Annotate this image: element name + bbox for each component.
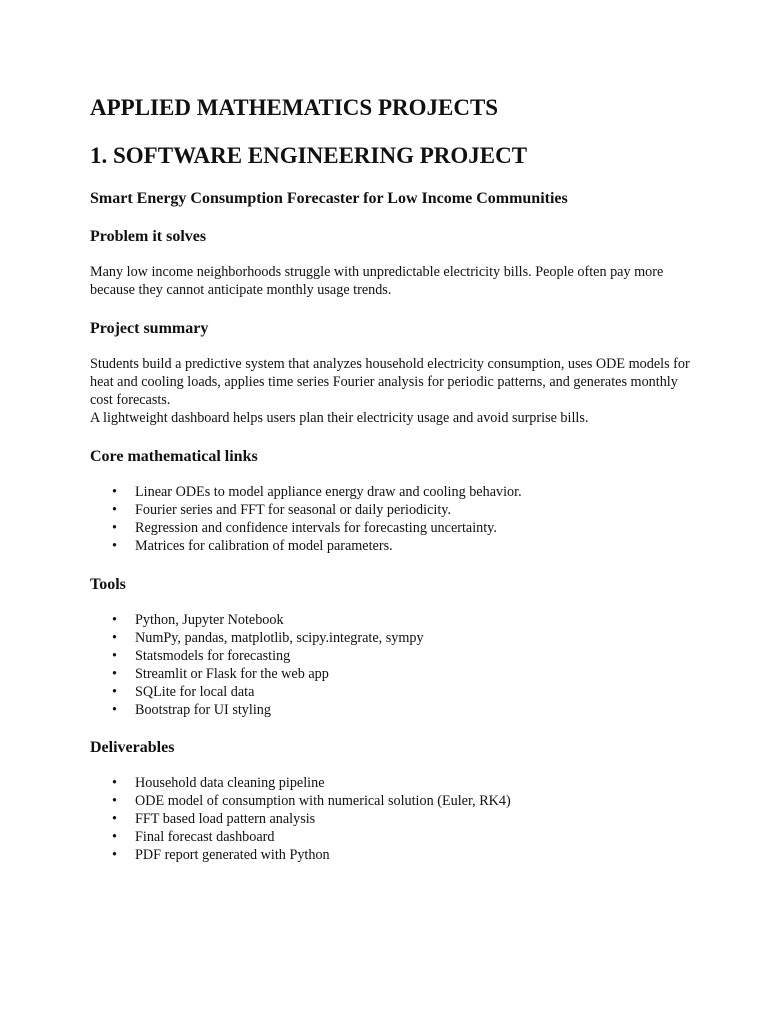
list-item: • Household data cleaning pipeline [112,775,325,791]
bullet-icon: • [112,484,117,500]
list-item: • Final forecast dashboard [112,829,275,845]
list-item: • Regression and confidence intervals for forecasting uncertainty. [112,520,497,536]
list-item: • Linear ODEs to model appliance energy draw and cooling behavior. [112,484,522,500]
bullet-icon: • [112,648,117,664]
bullet-icon: • [112,666,117,682]
bullet-icon: • [112,847,117,863]
bullet-icon: • [112,502,117,518]
tools-list [90,611,690,719]
list-item: • Statsmodels for forecasting [112,648,291,664]
bullet-icon: • [112,811,117,827]
deliverables-section [90,737,690,864]
problem-heading: Problem it solves [90,228,207,245]
bullet-icon: • [112,829,117,845]
bullet-icon: • [112,702,117,718]
tools-section [90,574,690,719]
problem-text: Many low income neighborhoods struggle with unpredictable electricity bills. People often pay more because they cannot anticipate monthly usage trends. [90,264,664,298]
list-item: • Streamlit or Flask for the web app [112,666,329,682]
document-title: APPLIED MATHEMATICS PROJECTS [90,95,499,120]
math-links-list [90,483,690,555]
deliverables-list [90,774,690,864]
list-item: • Bootstrap for UI styling [112,702,271,718]
list-item: • NumPy, pandas, matplotlib, scipy.integrate, sympy [112,630,424,646]
bullet-icon: • [112,630,117,646]
list-item: • SQLite for local data [112,684,255,700]
summary-section [90,318,690,427]
tools-heading: Tools [90,576,126,593]
list-item: • PDF report generated with Python [112,847,330,863]
list-item: • ODE model of consumption with numerical solution (Euler, RK4) [112,793,511,809]
list-item: • Fourier series and FFT for seasonal or daily periodicity. [112,502,451,518]
math-links-section [90,446,690,555]
list-item: • Python, Jupyter Notebook [112,612,284,628]
summary-heading: Project summary [90,320,209,337]
bullet-icon: • [112,612,117,628]
list-item: • Matrices for calibration of model parameters. [112,538,393,554]
deliverables-heading: Deliverables [90,739,175,756]
math-links-heading: Core mathematical links [90,448,258,465]
list-item: • FFT based load pattern analysis [112,811,316,827]
bullet-icon: • [112,793,117,809]
bullet-icon: • [112,684,117,700]
bullet-icon: • [112,775,117,791]
project-title: Smart Energy Consumption Forecaster for Low Income Communities [90,190,568,207]
section-heading: 1. SOFTWARE ENGINEERING PROJECT [90,143,528,168]
bullet-icon: • [112,520,117,536]
bullet-icon: • [112,538,117,554]
problem-section [90,226,690,299]
summary-paragraph-1: Students build a predictive system that analyzes household electricity consumption, uses ODE models for heat and cooling loads, applies time series Fourier analysis for periodic patterns, and generates monthly cost forecasts. [90,356,690,408]
summary-paragraph-2: A lightweight dashboard helps users plan their electricity usage and avoid surprise bills. [90,410,589,426]
